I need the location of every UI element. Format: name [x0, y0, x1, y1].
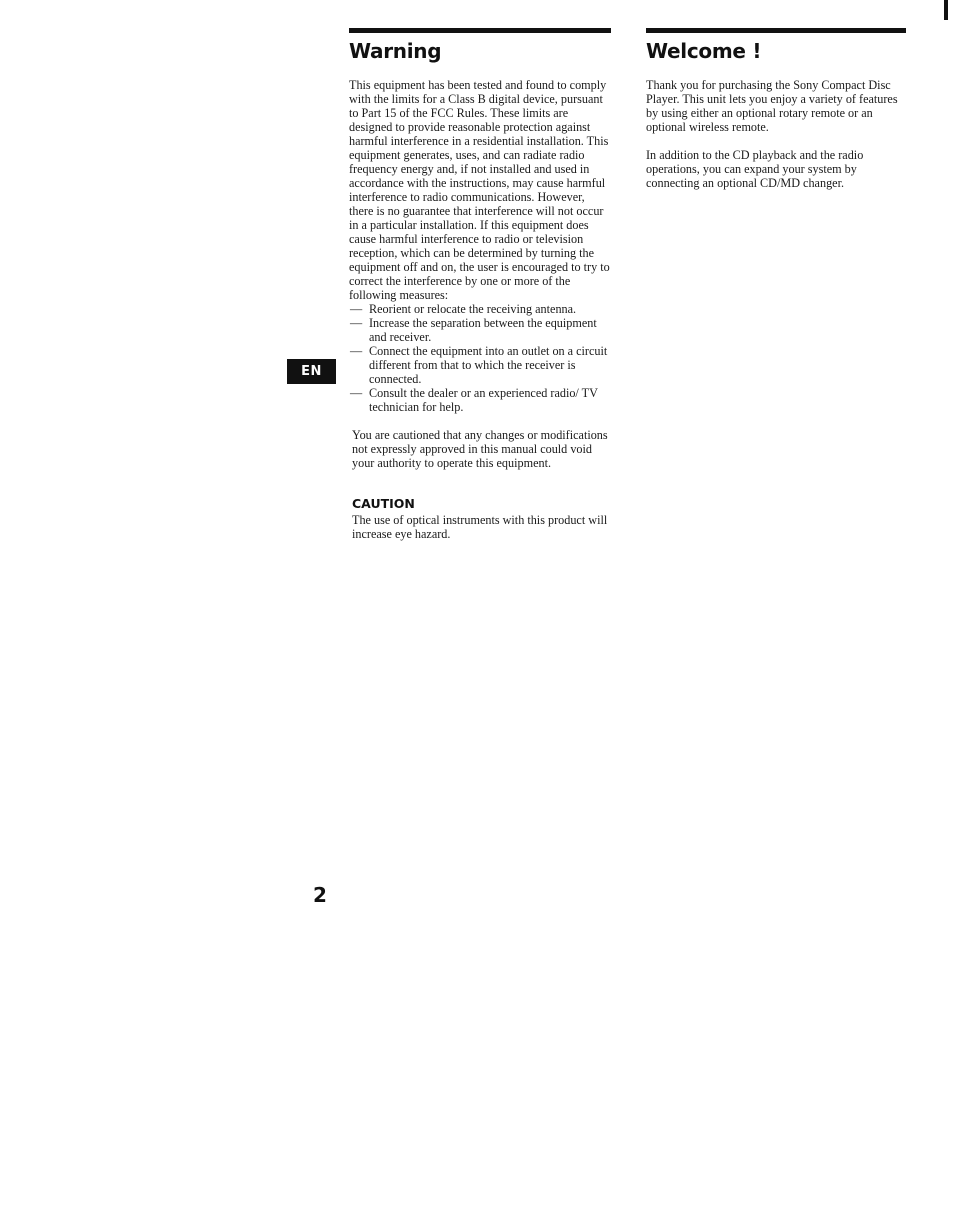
caution-heading: CAUTION	[352, 496, 415, 511]
measure-text: Connect the equipment into an outlet on a circuit different from that to which the receiver is connected.	[369, 344, 608, 386]
list-item	[349, 316, 611, 344]
warning-heading: Warning	[349, 39, 442, 63]
dash-bullet: —	[350, 344, 363, 358]
welcome-section	[646, 28, 906, 190]
welcome-heading: Welcome !	[646, 39, 762, 63]
caution-text: The use of optical instruments with this product will increase eye hazard.	[352, 513, 608, 541]
page-edge-marker	[944, 0, 948, 20]
list-item	[349, 344, 611, 386]
measure-text: Increase the separation between the equipment and receiver.	[369, 316, 597, 344]
list-item	[349, 302, 611, 316]
welcome-changer-text: In addition to the CD playback and the radio operations, you can expand your system by connecting an optional CD/MD changer.	[646, 148, 864, 190]
list-item	[349, 386, 611, 414]
measures-list	[349, 302, 611, 414]
section-rule	[349, 28, 611, 33]
warning-section	[349, 28, 611, 541]
measure-text: Reorient or relocate the receiving antenna.	[369, 302, 577, 316]
dash-bullet: —	[350, 386, 363, 400]
section-rule	[646, 28, 906, 33]
language-tab: EN	[287, 359, 336, 384]
measure-text: Consult the dealer or an experienced radio/ TV technician for help.	[369, 386, 598, 414]
warning-intro-text: This equipment has been tested and found to comply with the limits for a Class B digital device, pursuant to Part 15 of the FCC Rules. These limits are designed to provide reasonable protection against harmful interference in a residential installation. This equipment generates, uses, and can radiate radio frequency energy and, if not installed and used in accordance with the instructions, may cause harmful interference to radio communications. However, there is no guarantee that interference will not occur in a particular installation. If this equipment does cause harmful interference to radio or television reception, which can be determined by turning the equipment off and on, the user is encouraged to try to correct the interference by one or more of the following measures:	[349, 78, 610, 302]
modification-warning-text: You are cautioned that any changes or modifications not expressly approved in this manual could void your authority to operate this equipment.	[352, 428, 608, 470]
dash-bullet: —	[350, 302, 363, 316]
dash-bullet: —	[350, 316, 363, 330]
welcome-text: Thank you for purchasing the Sony Compact Disc Player. This unit lets you enjoy a variety of features by using either an optional rotary remote or an optional wireless remote.	[646, 78, 898, 134]
page-number: 2	[313, 883, 327, 907]
